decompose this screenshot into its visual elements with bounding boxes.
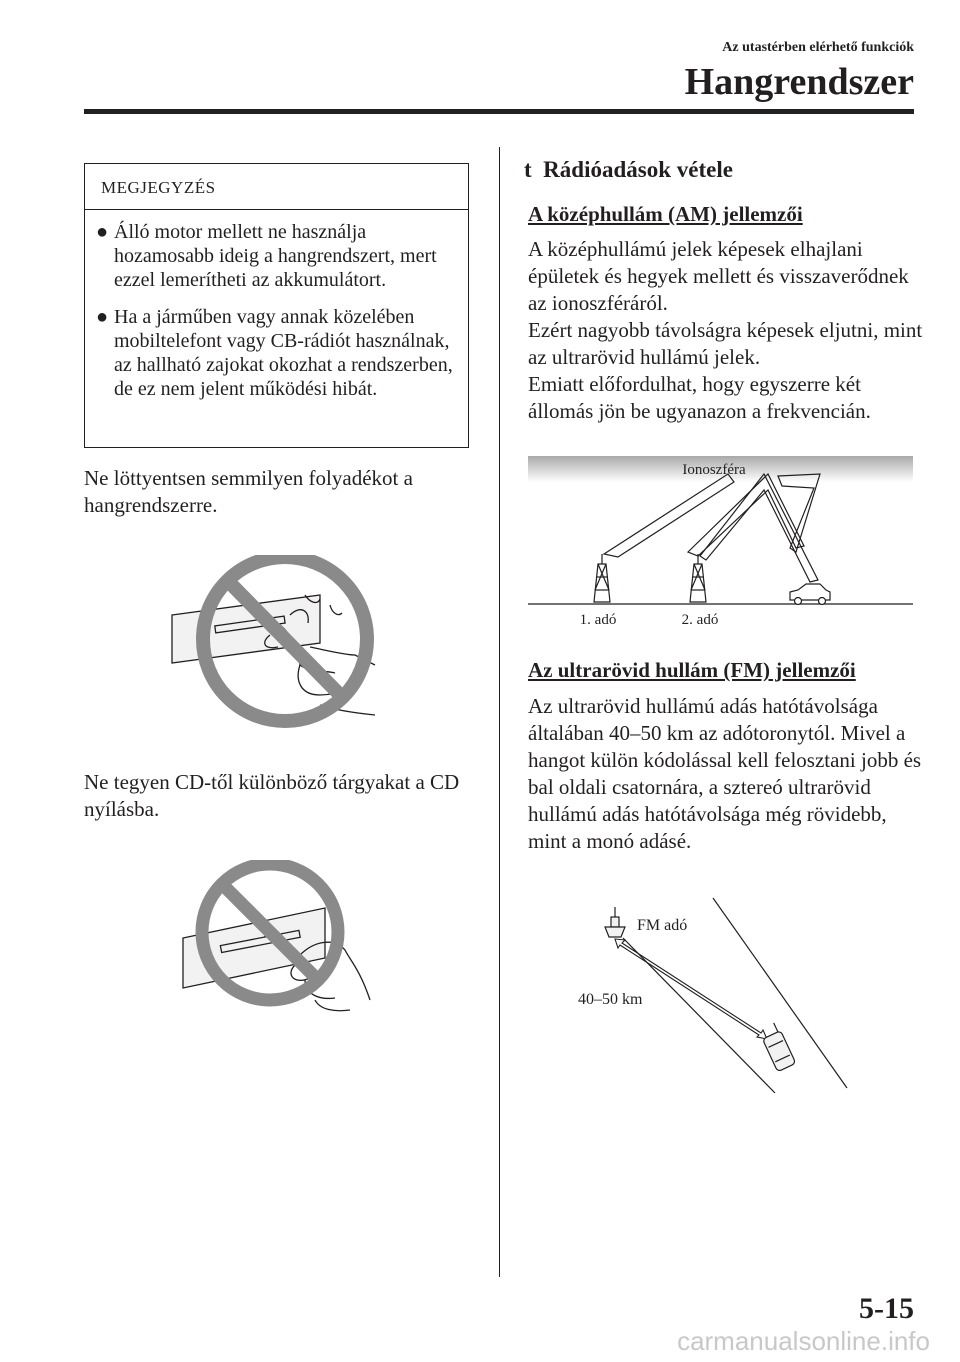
ionosphere-label: Ionoszféra	[682, 462, 746, 478]
station-2-label: 2. adó	[681, 612, 719, 628]
fm-diagram	[575, 893, 855, 1093]
bullet-icon: ●	[96, 306, 109, 328]
fm-distance-label: 40–50 km	[578, 991, 643, 1008]
no-liquid-illustration	[160, 555, 400, 730]
station-1-tower-icon	[594, 554, 610, 602]
note-item-text: Ha a járműben vagy annak közelében mobiltelefont vagy CB-rádiót használnak, az hallható zajokat okozhat a rendszerben, de ez nem jelent működési hibát.	[114, 306, 453, 400]
note-item-text: Álló motor mellett ne használja hozamosabb ideig a hangrendszert, mert ezzel lemerítheti az akkumulátort.	[114, 221, 437, 291]
range-arrow	[615, 939, 767, 1039]
column-divider	[499, 147, 500, 1277]
fm-station-label: FM adó	[637, 917, 688, 934]
am-diagram	[528, 452, 913, 637]
page-title: Hangrendszer	[684, 61, 914, 103]
radio-waves	[604, 474, 820, 582]
section-marker-icon: t	[524, 157, 532, 182]
watermark: carmanualsonline.info	[677, 1326, 930, 1356]
car-icon	[790, 584, 830, 605]
note-item	[85, 305, 468, 401]
note-title: MEGJEGYZÉS	[101, 178, 216, 197]
note-list	[85, 220, 468, 414]
bullet-icon: ●	[96, 221, 109, 243]
am-heading: A középhullám (AM) jellemzői	[528, 202, 803, 226]
station-1-label: 1. adó	[579, 612, 617, 628]
note-box	[84, 163, 469, 448]
station-2-tower-icon	[690, 554, 706, 602]
section-heading	[524, 157, 733, 183]
fm-heading: Az ultrarövid hullám (FM) jellemzői	[528, 658, 856, 682]
note-item	[85, 220, 468, 292]
header-rule	[84, 109, 914, 114]
no-objects-text: Ne tegyen CD-től különböző tárgyakat a CD nyílásba.	[84, 770, 460, 821]
am-description: A középhullámú jelek képesek elhajlani épületek és hegyek mellett és visszaverődnek az ionoszféráról. Ezért nagyobb távolságra képesek eljutni, mint az ultrarövid hullámú jelek. Emiatt előfordulhat, hogy egyszerre két állomás jön be ugyanazon a frekvencián.	[528, 237, 923, 423]
no-objects-illustration	[175, 860, 385, 1025]
fm-description: Az ultrarövid hullámú adás hatótávolsága általában 40–50 km az adótoronytól. Mivel a hangot külön kódolással kell felosztani jobb és bal oldali csatornára, a sztereó ultrarövid hullámú adás hatótávolsága még rövidebb, mint a monó adásé.	[528, 694, 922, 853]
fm-tower-icon	[605, 907, 625, 937]
note-rule	[85, 209, 468, 210]
no-liquid-text: Ne löttyentsen semmilyen folyadékot a hangrendszerre.	[84, 466, 413, 517]
section-title: Rádióadások vétele	[543, 157, 733, 182]
fm-car-icon	[758, 1022, 796, 1072]
section-label: Az utastérben elérhető funkciók	[722, 40, 914, 55]
page-number: 5-15	[859, 1292, 914, 1325]
